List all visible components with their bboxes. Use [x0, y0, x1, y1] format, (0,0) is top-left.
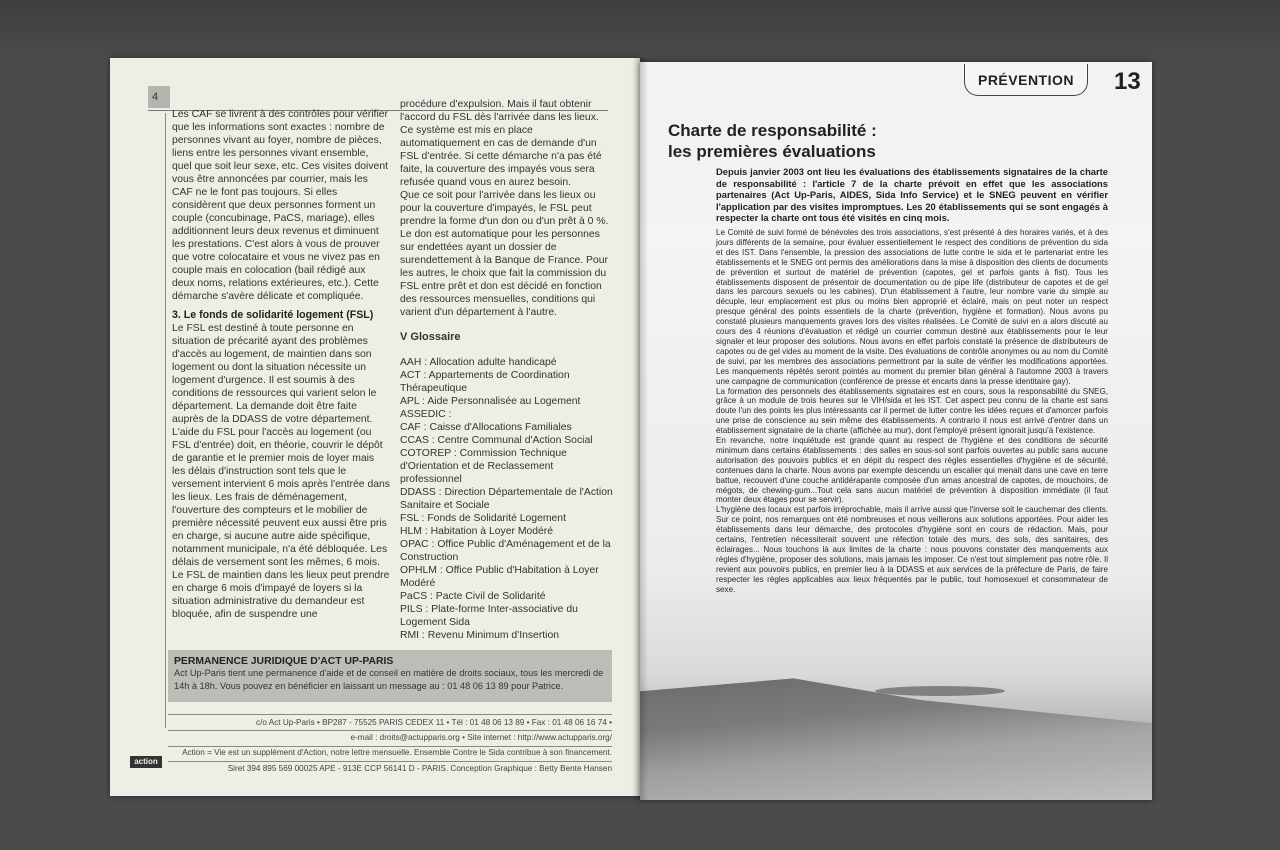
- page-number-left: 4: [148, 86, 170, 108]
- article-body: [716, 228, 1108, 595]
- fsl-paragraph: Le FSL est destiné à toute personne en situation de précarité ayant des problèmes d'accès au logement, de maintien dans son logement ou dont la situation nécessite un logement d'urgence. Il est soumis à des conditions de ressources qui varient selon le département. La demande doit être faite auprès de la DDASS de votre département. L'aide du FSL pour l'accès au logement (ou FSL d'entrée) doit, en théorie, couvrir le dépôt de garantie et le premier mois de loyer mais les délais d'instruction sont tels que le versement intervient 6 mois après l'entrée dans les lieux. Les frais de déménagement, l'ouverture des compteurs et le mobilier de première nécessité peuvent eux aussi être pris en charge, si aucune autre aide spécifique, notamment municipale, n'a été débloquée. Les délais de versement sont les mêmes, 6 mois.: [172, 323, 390, 568]
- right-page: [640, 62, 1152, 800]
- body-paragraph: Le Comité de suivi formé de bénévoles des trois associations, s'est présenté à des horaires variés, et à des jours différents de la semaine, pour évaluer essentiellement le respect des conditions de prévention du sida et des IST. Dans l'ensemble, la pression des associations de lutte contre le sida et le partenariat entre les établissements et le SNEG ont permis des améliorations dans la mise à disposition des clients de documents de prévention et surtout de matériel de prévention (capotes, gel et parfois gants à fist). Tous les établissements disposent de présentoir de documentation ou de pipe life (distributeur de capotes et de gel dans les parcours sexuels ou les cabines). D'un établissement à l'autre, leur nombre varie du simple au décuple, leur emplacement est plus ou moins bien approprié et éclairé, mais on peut noter un respect presque général des points essentiels de la charte (prévention, hygiène et formation). Nous avons pu constaté plusieurs manquements graves lors des visites réalisées. Le Comité de suivi en a alors discuté au cours des 4 réunions d'évaluation et rédigé un courrier commun destiné aux établissements pour le leur signaler et leur proposer des solutions. Nous avons en effet parfois constaté la présence de distributeurs de capotes ou de gel vides au moment de la visite. Des évaluations de contrôle anonymes ou au nom du Comité de suivi, par les membres des associations permettront par la suite de vérifier les modifications apportées. Les manquements répétés seront pointés au moment du premier bilan général à l'automne 2003 à travers une campagne de communication (conférence de presse et encarts dans la presse identitaire gay).: [716, 228, 1108, 386]
- don-pret-paragraph: Que ce soit pour l'arrivée dans les lieux ou pour la couverture d'impayés, le FSL peut prendre la forme d'un don ou d'un prêt à 0 %. Le don est automatique pour les personnes sur endettées ayant un dossier de surendettement à la Banque de France. Pour les autres, le choix que fait la commission du FSL entre prêt et don est décidé en fonction des ressources mensuelles, conditions qui varient d'un département à l'autre.: [400, 190, 609, 318]
- glossary-item: CCAS : Centre Communal d'Action Social: [400, 435, 593, 446]
- glossary-item: OPHLM : Office Public d'Habitation à Loyer Modéré: [400, 565, 599, 589]
- section-tab: PRÉVENTION: [964, 64, 1088, 96]
- title-line: Charte de responsabilité :: [668, 121, 877, 140]
- book-spine: [632, 58, 648, 800]
- glossary-item: AAH : Allocation adulte handicapé: [400, 357, 557, 368]
- permanence-text: Act Up-Paris tient une permanence d'aide et de conseil en matière de droits sociaux, tous les mercredi de 14h à 18h. Vous pouvez en bénéficier en laissant un message au : 01 48 06 13 89 pour Patrice.: [174, 668, 604, 691]
- table-background: [0, 0, 1280, 60]
- article-intro: Depuis janvier 2003 ont lieu les évaluations des établissements signataires de la charte de responsabilité : l'article 7 de la charte prévoit en effet que les associations partenaires (Act Up-Paris, AIDES, Sida Info Service) et le SNEG peuvent en vérifier l'application par des visites impromptues. Les 20 établissements qui se sont engagés à respecter la charte ont tous été visités en cinq mois.: [716, 166, 1108, 224]
- footer-rule: [168, 761, 612, 762]
- title-line: les premières évaluations: [668, 142, 876, 161]
- right-column: [400, 98, 614, 642]
- glossary-item: ASSEDIC :: [400, 409, 452, 420]
- footer-supplement: Action = Vie est un supplément d'Action, notre lettre mensuelle. Ensemble Contre le Sida contribue à son financement.: [182, 748, 612, 757]
- glossary-item: OPAC : Office Public d'Aménagement et de la Construction: [400, 539, 611, 563]
- left-page: [110, 58, 640, 796]
- body-paragraph: La formation des personnels des établissements signataires est en cours, sous la responsabilité du SNEG, grâce à un module de trois heures sur le VIH/sida et les IST. Cet aspect peu connu de la charte est sans doute l'un des points les plus intéressants car il permet de lutter contre les idées reçues et d'amorcer parfois une prise de conscience au sein même des établissements. A contrario il nous est arrivé d'entrer dans un établissement signataire de la charte (affichée au mur), dont l'employé présent ignorait jusqu'à l'existence.: [716, 386, 1108, 436]
- footer-rule: [168, 746, 612, 747]
- glossary-item: HLM : Habitation à Loyer Modéré: [400, 526, 554, 537]
- article-title: [668, 120, 968, 162]
- glossary-item: CAF : Caisse d'Allocations Familiales: [400, 422, 572, 433]
- footer-siret: Siret 394 895 569 00025 APE - 913E CCP 56141 D - PARIS. Conception Graphique : Betty Bente Hansen: [227, 764, 612, 773]
- footer-rule: [168, 714, 612, 715]
- permanence-title: PERMANENCE JURIDIQUE D'ACT UP-PARIS: [174, 656, 394, 667]
- permanence-box: [168, 650, 612, 702]
- body-paragraph: En revanche, notre inquiétude est grande quant au respect de l'hygiène et des conditions de sécurité minimum dans certains établissements : des salles en sous-sol sont parfois ouvertes au public sans aucune autorisation des pouvoirs publics et en dépit du respect des règles essentielles d'hygiène et de sécurité, contenues dans la charte. Nous avons par exemple descendu un escalier qui menait dans une cave en terre battue, recouvert d'une couche antidérapante composée d'un amas ancestral de capotes, de mouchoirs, de mégots, de chewing-gum...Tout cela sans aucun matériel de prévention à disposition immédiate (il faut monter deux étages pour se servir).: [716, 436, 1108, 505]
- fsl-maintien-paragraph: Le FSL de maintien dans les lieux peut prendre en charge 6 mois d'impayé de loyers si la situation administrative du demandeur est bloquée, afin de suspendre une: [172, 570, 390, 620]
- left-column: [172, 108, 390, 621]
- glossary-item: RMI : Revenu Minimum d'Insertion: [400, 630, 560, 641]
- glossary-item: DDASS : Direction Départementale de l'Action Sanitaire et Sociale: [400, 487, 613, 511]
- glossary-item: PILS : Plate-forme Inter-associative du Logement Sida: [400, 604, 578, 628]
- glossary-item: ACT : Appartements de Coordination Thérapeutique: [400, 370, 570, 394]
- body-paragraph: L'hygiène des locaux est parfois irréprochable, mais il arrive aussi que l'inverse soit le cauchemar des clients. Sur ce point, nos remarques ont été nombreuses et nous veillerons aux solutions apportées. Pour aider les établissements dans leur démarche, des protocoles d'hygiène sont en cours de rédaction. Mais, pour certains, l'entretien nécessiterait souvent une réfection totale des murs, des sols, des sanitaires, des éclairages... Nous touchons là aux limites de la charte : nous pouvons constater des manquements aux règles d'hygiène, proposer des solutions, mais jamais les imposer. Ce n'est tout simplement pas notre rôle. Il revient aux pouvoirs publics, en premier lieu à la DDASS et aux services de la préfecture de Paris, de faire respecter les règles applicables aux lieux fréquentés par le public, tout homosexuel et consommateur de sexe.: [716, 505, 1108, 594]
- glossary-item: FSL : Fonds de Solidarité Logement: [400, 513, 566, 524]
- footer-web: e-mail : droits@actupparis.org • Site internet : http://www.actupparis.org/: [350, 733, 612, 742]
- photo-island: [875, 686, 1005, 696]
- footer-address: c/o Act Up-Paris • BP287 - 75525 PARIS CEDEX 11 • Tél : 01 48 06 13 89 • Fax : 01 48 06 16 74 •: [256, 718, 612, 727]
- glossary-item: APL : Aide Personnalisée au Logement: [400, 396, 581, 407]
- caf-paragraph: Les CAF se livrent à des contrôles pour vérifier que les informations sont exactes : nombre de personnes vivant au foyer, nombre de pièces, liens entre les personnes vivant ensemble, quel que soit leur sexe, etc. Ces visites doivent vous être annoncées par courrier, mais les CAF ne le font pas toujours. Si elles considèrent que deux personnes forment un couple (concubinage, PaCS, mariage), elles additionnent leurs deux revenus et diminuent les prestations. C'est alors à vous de prouver que votre colocataire et vous ne vivez pas en couple mais en colocation (bail rédigé aux deux noms, relations extérieures, etc.). Cette démarche s'avère délicate et compliquée.: [172, 109, 389, 302]
- glossary-heading: V Glossaire: [400, 331, 461, 343]
- footer-rule: [168, 730, 612, 731]
- glossary-item: COTOREP : Commission Technique d'Orientation et de Reclassement professionnel: [400, 448, 567, 485]
- glossary-item: PaCS : Pacte Civil de Solidarité: [400, 591, 546, 602]
- action-logo: action: [130, 756, 162, 768]
- page-number-right: 13: [1114, 68, 1141, 95]
- margin-rule: [165, 113, 166, 728]
- expulsion-paragraph: procédure d'expulsion. Mais il faut obtenir l'accord du FSL dès l'arrivée dans les lieux. Ce système est mis en place automatiquement en cas de demande d'un FSL d'entrée. Si cette démarche n'a pas été faite, la couverture des impayés vous sera refusée quand vous en aurez besoin.: [400, 99, 602, 188]
- fsl-heading: 3. Le fonds de solidarité logement (FSL): [172, 309, 374, 321]
